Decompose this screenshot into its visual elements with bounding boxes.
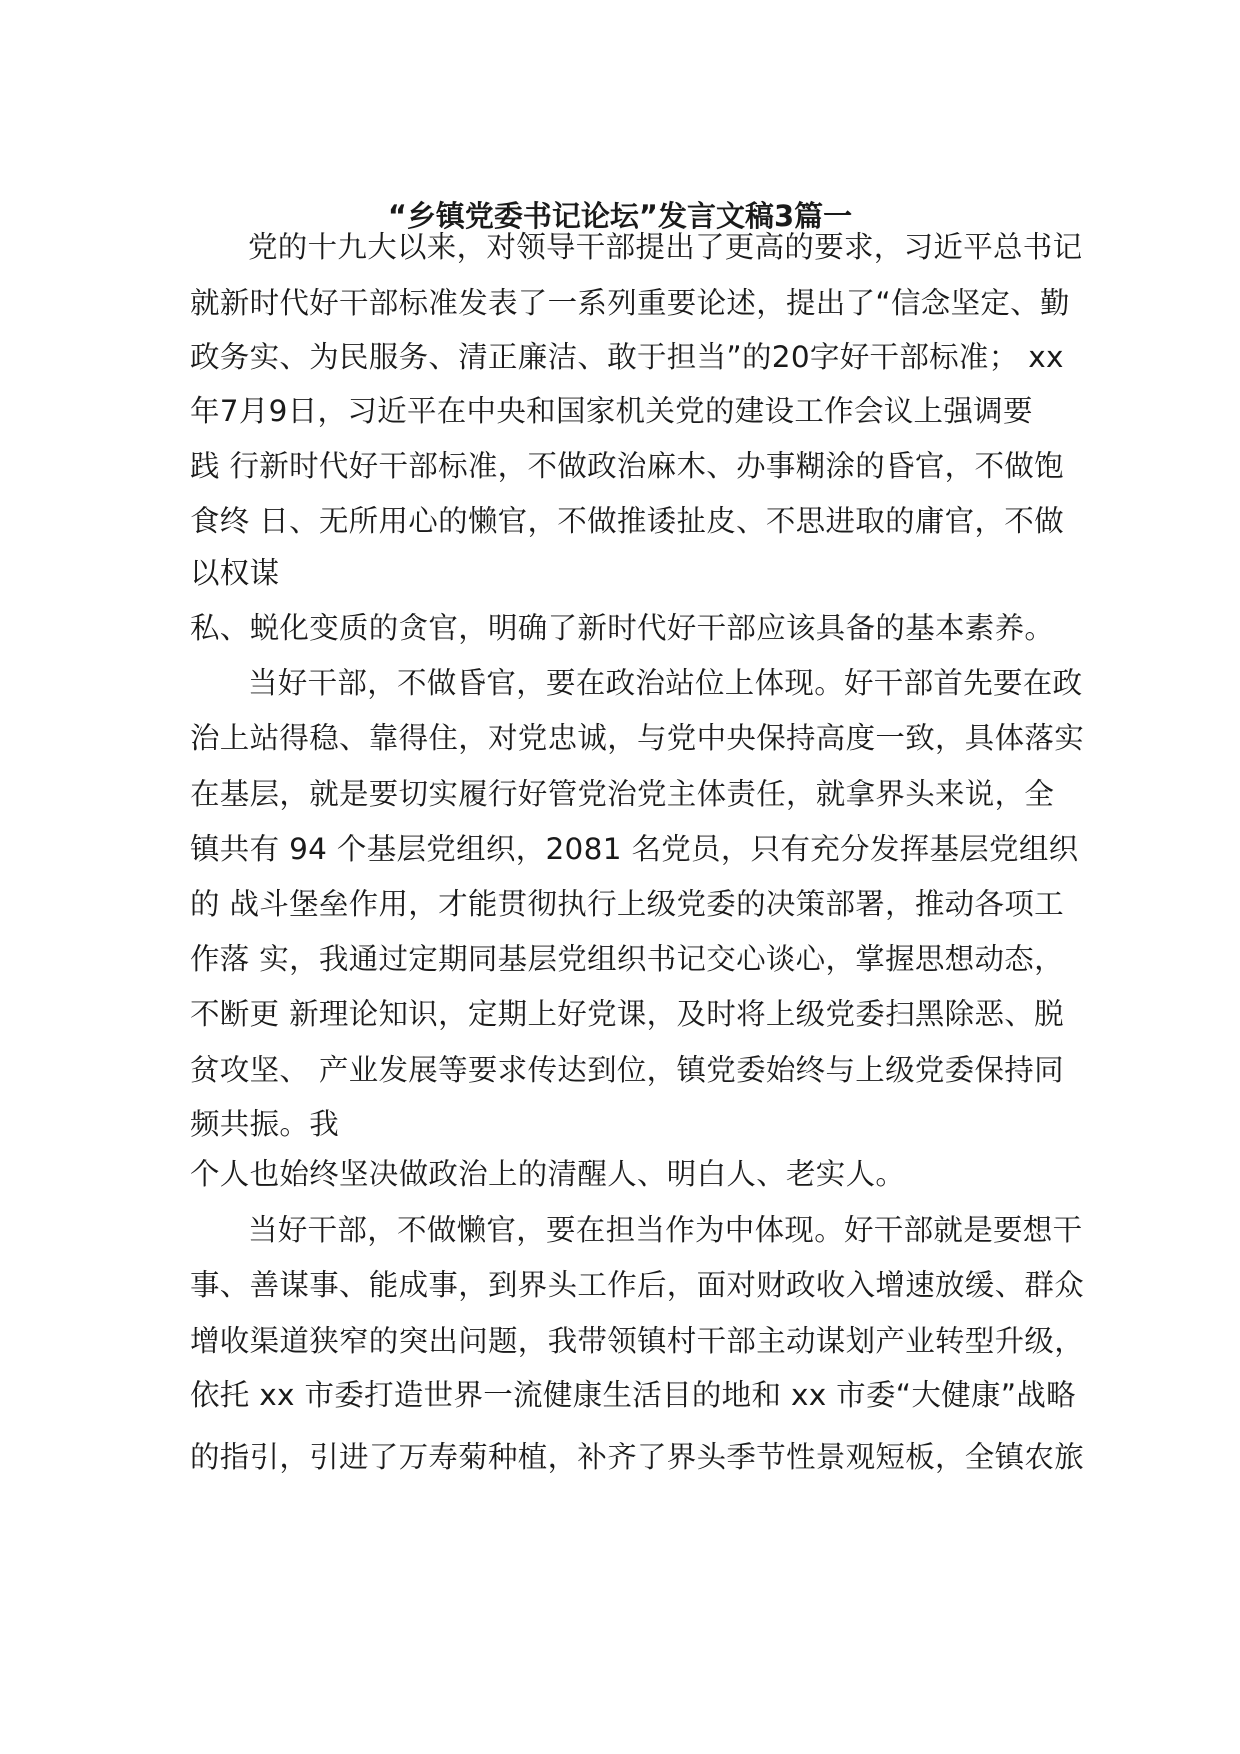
paragraph-line: 年7月9日，习近平在中央和国家机关党的建设工作会议上强调要 xyxy=(190,394,1033,428)
paragraph-line: 践 行新时代好干部标准，不做政治麻木、办事糊涂的昏官，不做饱 xyxy=(190,449,1064,483)
document-title: “乡镇党委书记论坛”发言文稿3篇一 xyxy=(387,199,853,233)
paragraph-line: 依托 xx 市委打造世界一流健康生活目的地和 xx 市委“大健康”战略 xyxy=(190,1378,1076,1412)
paragraph-line: 当好干部，不做懒官，要在担当作为中体现。好干部就是要想干 xyxy=(248,1213,1083,1247)
paragraph-line: 事、善谋事、能成事，到界头工作后，面对财政收入增速放缓、群众 xyxy=(190,1268,1085,1302)
paragraph-line: 不断更 新理论知识，定期上好党课，及时将上级党委扫黑除恶、脱 xyxy=(190,997,1064,1031)
paragraph-line: 的 战斗堡垒作用，才能贯彻执行上级党委的决策部署，推动各项工 xyxy=(190,887,1064,921)
paragraph-line: 治上站得稳、靠得住，对党忠诚，与党中央保持高度一致，具体落实 xyxy=(190,721,1085,755)
paragraph-line: 私、蜕化变质的贪官，明确了新时代好干部应该具备的基本素养。 xyxy=(190,611,1055,645)
paragraph-line: 当好干部，不做昏官，要在政治站位上体现。好干部首先要在政 xyxy=(248,666,1083,700)
paragraph-line: 作落 实，我通过定期同基层党组织书记交心谈心，掌握思想动态， xyxy=(190,942,1064,976)
paragraph-line: 增收渠道狭窄的突出问题，我带领镇村干部主动谋划产业转型升级， xyxy=(190,1324,1085,1358)
paragraph-line: 党的十九大以来，对领导干部提出了更高的要求，习近平总书记 xyxy=(248,230,1083,264)
paragraph-line: 政务实、为民服务、清正廉洁、敢于担当”的20字好干部标准； xx xyxy=(190,340,1064,374)
paragraph-line: 以权谋 xyxy=(190,556,280,590)
paragraph-line: 频共振。我 xyxy=(190,1107,340,1141)
paragraph-line: 个人也始终坚决做政治上的清醒人、明白人、老实人。 xyxy=(190,1157,906,1191)
paragraph-line: 镇共有 94 个基层党组织，2081 名党员，只有充分发挥基层党组织 xyxy=(190,832,1079,866)
paragraph-line: 贫攻坚、 产业发展等要求传达到位，镇党委始终与上级党委保持同 xyxy=(190,1053,1064,1087)
paragraph-line: 在基层，就是要切实履行好管党治党主体责任，就拿界头来说，全 xyxy=(190,777,1055,811)
paragraph-line: 食终 日、无所用心的懒官，不做推诿扯皮、不思进取的庸官，不做 xyxy=(190,504,1064,538)
paragraph-line: 的指引，引进了万寿菊种植，补齐了界头季节性景观短板，全镇农旅 xyxy=(190,1440,1085,1474)
paragraph-line: 就新时代好干部标准发表了一系列重要论述，提出了“信念坚定、勤 xyxy=(190,286,1070,320)
